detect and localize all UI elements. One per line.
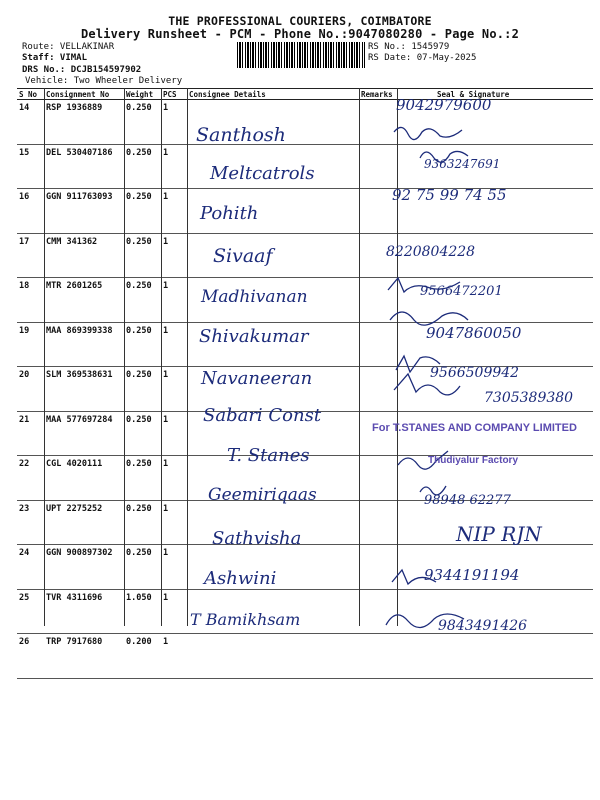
col-pcs: PCS: [161, 89, 187, 100]
handwritten-name: Sathvisha: [212, 528, 302, 549]
handwritten-name: Madhivanan: [201, 287, 308, 307]
cell-consignment: MAA 577697284: [44, 411, 124, 456]
cell-weight: 0.250: [124, 500, 161, 545]
vehicle-label: Vehicle: Two Wheeler Delivery: [25, 76, 183, 86]
scribble: [394, 374, 460, 395]
cell-sno: 22: [17, 456, 44, 501]
cell-sno: 16: [17, 189, 44, 234]
scribble: [388, 278, 460, 292]
cell-consignment: GGN 911763093: [44, 189, 124, 234]
cell-weight: 0.250: [124, 322, 161, 367]
column-divider: [161, 88, 162, 626]
handwritten-name: Sivaaf: [213, 245, 273, 267]
col-consignment: Consignment No: [44, 89, 124, 100]
cell-consignment: DEL 530407186: [44, 144, 124, 189]
rs-date: RS Date: 07-May-2025: [368, 53, 477, 63]
rs-number: RS No.: 1545979: [368, 42, 450, 52]
cell-sno: 26: [17, 634, 44, 679]
cell-weight: 0.200: [124, 634, 161, 679]
handwritten-name: Santhosh: [196, 124, 286, 146]
cell-pcs: 1: [161, 233, 187, 278]
column-divider: [187, 88, 188, 626]
scribble: [394, 127, 462, 139]
handwritten-name: Pohith: [200, 203, 259, 224]
column-divider: [44, 88, 45, 626]
scribble: [420, 486, 446, 495]
company-title: THE PROFESSIONAL COURIERS, COIMBATORE: [168, 14, 432, 28]
col-consignee: Consignee Details: [187, 89, 359, 100]
barcode: [237, 42, 365, 68]
cell-consignment: TRP 7917680: [44, 634, 124, 679]
stamp-location: Thudiyalur Factory: [428, 455, 519, 466]
cell-consignment: RSP 1936889: [44, 100, 124, 145]
column-divider: [359, 88, 360, 626]
cell-sno: 17: [17, 233, 44, 278]
cell-sno: 23: [17, 500, 44, 545]
cell-consignment: GGN 900897302: [44, 545, 124, 590]
handwritten-name: Sabari Const: [203, 405, 322, 426]
cell-consignment: MAA 869399338: [44, 322, 124, 367]
col-weight: Weight: [124, 89, 161, 100]
cell-weight: 0.250: [124, 278, 161, 323]
cell-weight: 0.250: [124, 456, 161, 501]
handwritten-name: Ashwini: [204, 568, 277, 589]
cell-pcs: 1: [161, 589, 187, 634]
cell-signature: [397, 634, 593, 679]
handwritten-signature: 9566472201: [420, 284, 503, 299]
handwritten-signature: 8220804228: [386, 244, 476, 260]
cell-weight: 0.250: [124, 411, 161, 456]
cell-pcs: 1: [161, 545, 187, 590]
handwritten-signature: 9344191194: [424, 566, 520, 584]
handwritten-name: Shivakumar: [199, 326, 309, 347]
signature-scribbles: [380, 120, 600, 640]
column-divider: [124, 88, 125, 626]
handwritten-name: Meltcatrols: [210, 163, 315, 184]
handwritten-signature: 98948 62277: [424, 493, 511, 508]
cell-sno: 19: [17, 322, 44, 367]
handwritten-name: T. Stanes: [227, 445, 310, 466]
scribble: [386, 614, 464, 628]
handwritten-signature: 7305389380: [484, 390, 574, 406]
cell-sno: 15: [17, 144, 44, 189]
cell-pcs: 1: [161, 278, 187, 323]
handwritten-signature: 9363247691: [424, 157, 501, 171]
cell-weight: 0.250: [124, 144, 161, 189]
cell-consignee: [187, 634, 359, 679]
cell-pcs: 1: [161, 100, 187, 145]
cell-weight: 0.250: [124, 100, 161, 145]
cell-pcs: 1: [161, 634, 187, 679]
cell-pcs: 1: [161, 367, 187, 412]
company-stamp: For T.STANES AND COMPANY LIMITED: [372, 422, 577, 434]
route-label: Route: VELLAKINAR: [22, 42, 115, 52]
cell-weight: 0.250: [124, 367, 161, 412]
handwritten-signature: 9566509942: [430, 365, 520, 381]
handwritten-name: T Bamikhsam: [190, 610, 301, 629]
handwritten-signature: NIP RJN: [456, 522, 542, 546]
cell-sno: 18: [17, 278, 44, 323]
cell-weight: 0.250: [124, 545, 161, 590]
col-remarks: Remarks: [359, 89, 397, 100]
col-sno: S No: [17, 89, 44, 100]
drs-number: DRS No.: DCJB154597902: [22, 65, 142, 75]
cell-weight: 0.250: [124, 189, 161, 234]
cell-weight: 1.050: [124, 589, 161, 634]
cell-consignment: UPT 2275252: [44, 500, 124, 545]
cell-pcs: 1: [161, 456, 187, 501]
scribble: [396, 356, 440, 372]
cell-sno: 20: [17, 367, 44, 412]
cell-consignment: TVR 4311696: [44, 589, 124, 634]
cell-pcs: 1: [161, 411, 187, 456]
cell-consignment: MTR 2601265: [44, 278, 124, 323]
cell-pcs: 1: [161, 322, 187, 367]
cell-remarks: [359, 634, 397, 679]
table-header-row: [17, 89, 593, 100]
table-row: [17, 634, 593, 679]
cell-weight: 0.250: [124, 233, 161, 278]
handwritten-signature: 92 75 99 74 55: [392, 186, 507, 204]
staff-label: Staff: VIMAL: [22, 53, 88, 63]
cell-sno: 24: [17, 545, 44, 590]
cell-consignment: CGL 4020111: [44, 456, 124, 501]
handwritten-name: Geemiriqaas: [208, 485, 317, 505]
cell-consignment: CMM 341362: [44, 233, 124, 278]
runsheet-title: Delivery Runsheet - PCM - Phone No.:9047080280 - Page No.:2: [80, 27, 520, 41]
handwritten-signature: 9047860050: [426, 324, 522, 342]
scribble: [390, 312, 468, 325]
cell-sno: 25: [17, 589, 44, 634]
cell-pcs: 1: [161, 500, 187, 545]
cell-sno: 14: [17, 100, 44, 145]
handwritten-signature: 9843491426: [438, 618, 528, 634]
cell-pcs: 1: [161, 189, 187, 234]
handwritten-name: Navaneeran: [201, 368, 313, 389]
handwritten-signature: 9042979600: [396, 96, 492, 114]
col-signature: Seal & Signature: [397, 89, 593, 100]
scribble: [420, 151, 468, 162]
scribble: [392, 570, 436, 584]
cell-consignment: SLM 369538631: [44, 367, 124, 412]
cell-pcs: 1: [161, 144, 187, 189]
cell-sno: 21: [17, 411, 44, 456]
